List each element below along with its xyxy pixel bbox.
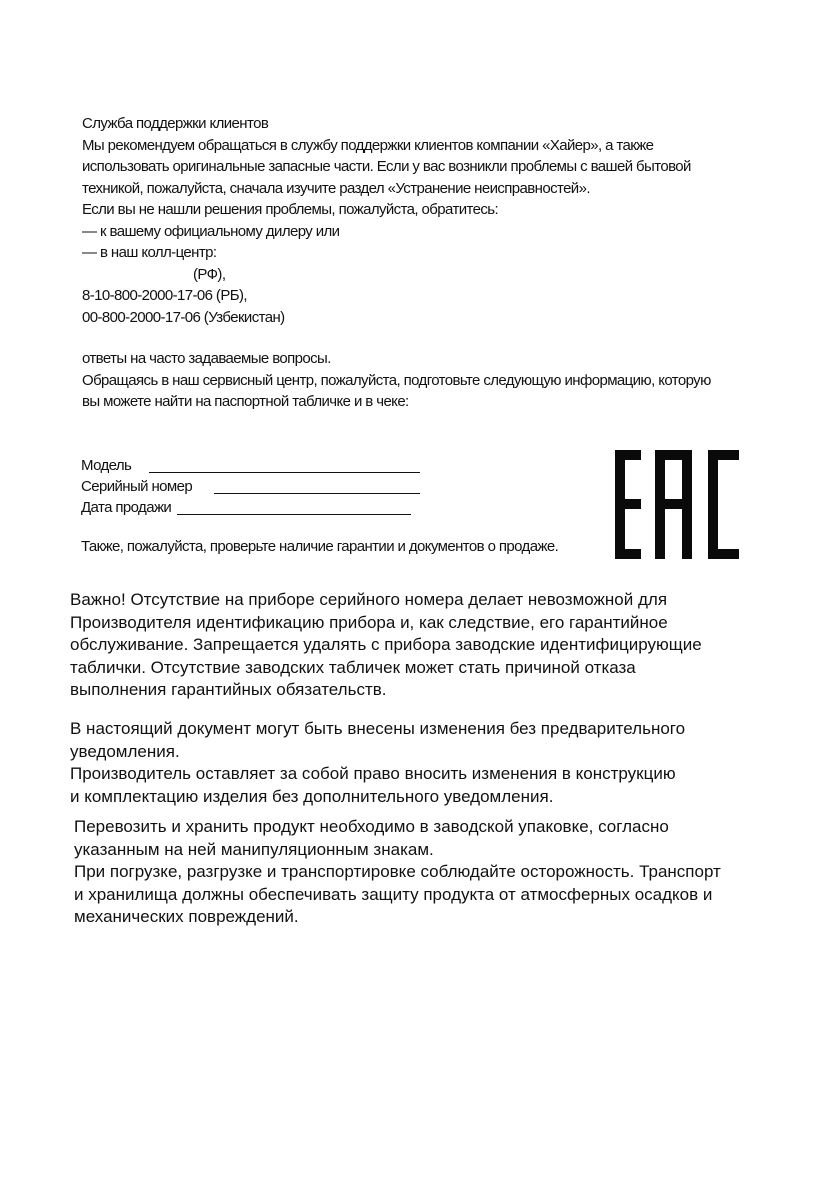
- faq-section: [82, 348, 711, 413]
- sale-date-blank-line[interactable]: [177, 514, 411, 515]
- support-text-line: Если вы не нашли решения проблемы, пожалуйста, обратитесь:: [82, 201, 499, 218]
- phone-uz: 00-800-2000-17-06 (Узбекистан): [82, 308, 285, 326]
- important-line: обслуживание. Запрещается удалять с прибора заводские идентифицирующие: [70, 635, 702, 654]
- important-line: таблички. Отсутствие заводских табличек может стать причиной отказа: [70, 657, 636, 677]
- serial-blank-line[interactable]: [214, 493, 420, 494]
- serial-label: Серийный номер: [81, 478, 193, 495]
- support-title: Служба поддержки клиентов: [82, 115, 269, 132]
- eac-logo-icon: [615, 450, 739, 559]
- changes-line: Производитель оставляет за собой право вносить изменения в конструкцию: [70, 764, 676, 783]
- faq-text: ответы на часто задаваемые вопросы.: [82, 350, 331, 367]
- support-text-line: техникой, пожалуйста, сначала изучите раздел «Устранение неисправностей».: [82, 179, 590, 197]
- prepare-text-line: вы можете найти на паспортной табличке и в чеке:: [82, 393, 409, 410]
- model-field: [81, 455, 131, 476]
- documents-note-text: Также, пожалуйста, проверьте наличие гарантии и документов о продаже.: [81, 538, 559, 555]
- dealer-option: — к вашему официальному дилеру или: [82, 222, 340, 240]
- callcenter-option: — в наш колл-центр:: [82, 244, 217, 261]
- support-text-line: Мы рекомендуем обращаться в службу поддержки клиентов компании «Хайер», а также: [82, 136, 654, 154]
- documents-note: [81, 536, 558, 557]
- changes-section: [70, 718, 685, 808]
- important-section: [70, 589, 702, 702]
- important-line: Производителя идентификацию прибора и, как следствие, его гарантийное: [70, 612, 668, 632]
- important-line: выполнения гарантийных обязательств.: [70, 680, 387, 699]
- sale-date-field: [81, 497, 171, 518]
- transport-line: и хранилища должны обеспечивать защиту продукта от атмосферных осадков и: [74, 884, 713, 904]
- transport-line: указанным на ней манипуляционным знакам.: [74, 839, 434, 859]
- serial-field: [81, 476, 192, 497]
- transport-line: Перевозить и хранить продукт необходимо в заводской упаковке, согласно: [74, 817, 669, 836]
- support-section: [82, 113, 691, 328]
- transport-line: При погрузке, разгрузке и транспортировке соблюдайте осторожность. Транспорт: [74, 862, 721, 881]
- changes-line: уведомления.: [70, 741, 180, 761]
- model-label: Модель: [81, 457, 132, 474]
- changes-line: В настоящий документ могут быть внесены изменения без предварительного: [70, 719, 686, 738]
- support-text-line: использовать оригинальные запасные части. Если у вас возникли проблемы с вашей бытовой: [82, 158, 691, 175]
- important-line: Важно! Отсутствие на приборе серийного номера делает невозможной для: [70, 590, 668, 609]
- transport-section: [74, 816, 721, 929]
- prepare-text-line: Обращаясь в наш сервисный центр, пожалуйста, подготовьте следующую информацию, которую: [82, 371, 711, 389]
- phone-ru: (РФ),: [193, 265, 226, 283]
- changes-line: и комплектацию изделия без дополнительного уведомления.: [70, 786, 554, 806]
- model-blank-line[interactable]: [149, 472, 420, 473]
- sale-date-label: Дата продажи: [81, 499, 172, 516]
- transport-line: механических повреждений.: [74, 907, 299, 926]
- phone-by: 8-10-800-2000-17-06 (РБ),: [82, 287, 247, 304]
